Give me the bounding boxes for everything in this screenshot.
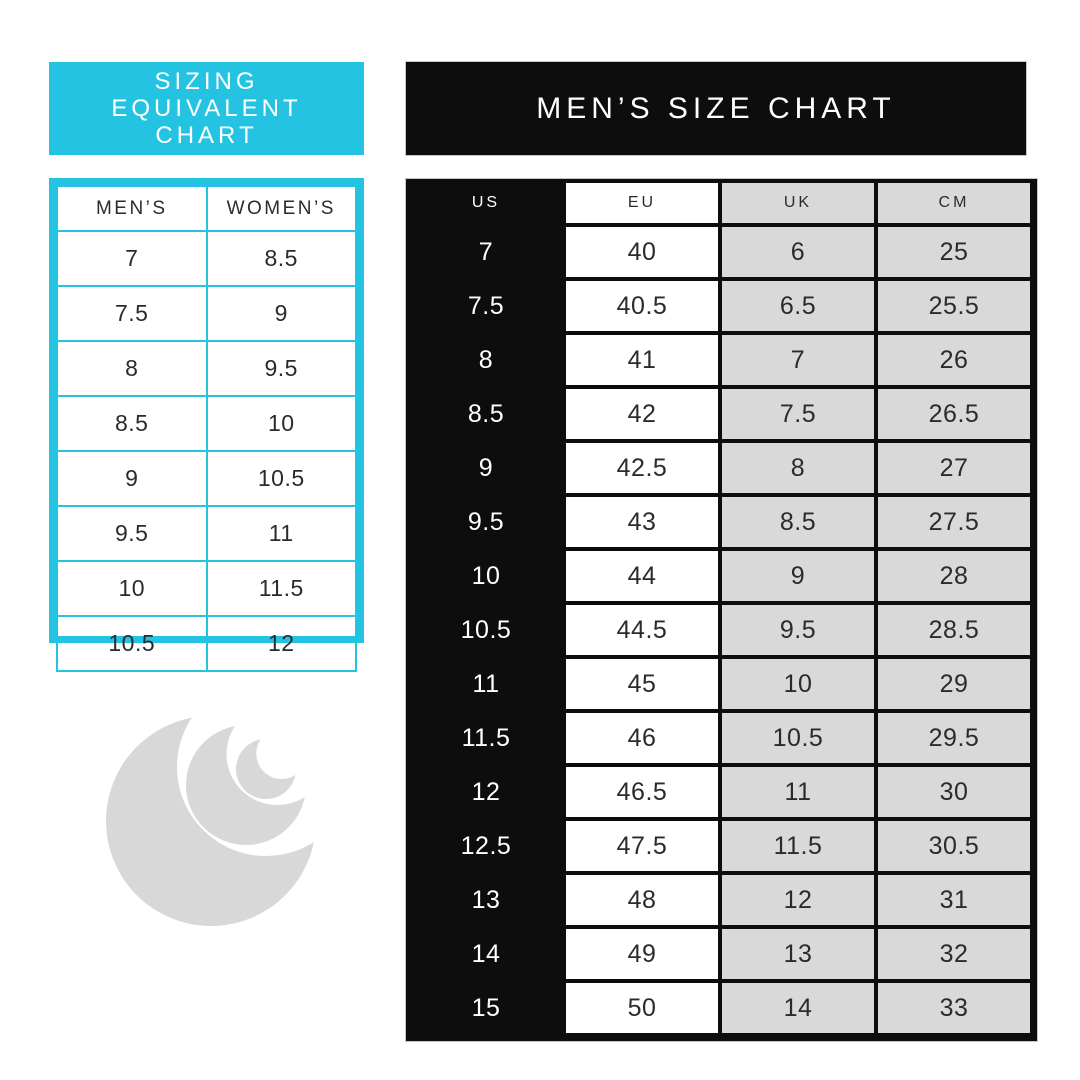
size-cell: 29 — [878, 659, 1030, 709]
title-line: CHART — [155, 122, 258, 150]
table-row — [57, 286, 356, 341]
table-row — [410, 227, 1030, 277]
size-table — [406, 179, 1034, 1037]
size-cell: 46.5 — [566, 767, 718, 817]
size-table-container — [406, 179, 1037, 1041]
mens-size-chart-title: MEN’S SIZE CHART — [536, 91, 896, 125]
table-row — [410, 497, 1030, 547]
size-cell: 7.5 — [57, 286, 207, 341]
size-cell: 10 — [207, 396, 357, 451]
size-cell: 25.5 — [878, 281, 1030, 331]
size-cell: 9 — [207, 286, 357, 341]
size-cell: 11 — [722, 767, 874, 817]
size-cell: 28.5 — [878, 605, 1030, 655]
size-cell: 8.5 — [57, 396, 207, 451]
column-header: EU — [566, 183, 718, 223]
size-cell: 30 — [878, 767, 1030, 817]
size-cell: 42 — [566, 389, 718, 439]
table-row — [57, 341, 356, 396]
table-row — [57, 561, 356, 616]
title-line: SIZING — [154, 67, 259, 95]
table-row — [410, 983, 1030, 1033]
size-cell: 9 — [722, 551, 874, 601]
equivalence-table-container — [49, 178, 364, 656]
size-cell: 43 — [566, 497, 718, 547]
size-cell: 10 — [722, 659, 874, 709]
size-cell: 40.5 — [566, 281, 718, 331]
size-cell: 47.5 — [566, 821, 718, 871]
sizing-equivalent-header — [49, 62, 364, 155]
size-cell: 15 — [471, 993, 501, 1022]
size-cell: 27.5 — [878, 497, 1030, 547]
size-cell: 14 — [471, 939, 501, 968]
size-cell: 49 — [566, 929, 718, 979]
size-cell: 8.5 — [467, 399, 505, 428]
size-cell: 13 — [722, 929, 874, 979]
size-cell: 10.5 — [722, 713, 874, 763]
size-cell: 44.5 — [566, 605, 718, 655]
size-cell: 46 — [566, 713, 718, 763]
title-line: EQUIVALENT — [111, 94, 302, 122]
triple-crescent-logo-icon — [100, 703, 330, 933]
table-row — [57, 231, 356, 286]
table-row — [410, 551, 1030, 601]
table-row — [410, 929, 1030, 979]
size-cell: 8 — [57, 341, 207, 396]
size-cell: 11.5 — [461, 723, 511, 752]
size-cell: 7.5 — [722, 389, 874, 439]
size-cell: 29.5 — [878, 713, 1030, 763]
size-cell: 40 — [566, 227, 718, 277]
size-cell: 8.5 — [207, 231, 357, 286]
size-cell: 28 — [878, 551, 1030, 601]
size-cell: 45 — [566, 659, 718, 709]
table-row — [410, 713, 1030, 763]
table-row — [410, 659, 1030, 709]
header-row — [410, 183, 1030, 223]
sizing-equivalent-title — [111, 68, 301, 149]
table-row — [57, 506, 356, 561]
size-cell: 11 — [207, 506, 357, 561]
table-row — [410, 281, 1030, 331]
size-cell: 44 — [566, 551, 718, 601]
size-cell: 7 — [57, 231, 207, 286]
size-cell: 10.5 — [460, 615, 512, 644]
size-cell: 12 — [471, 777, 501, 806]
size-cell: 14 — [722, 983, 874, 1033]
size-cell: 9.5 — [722, 605, 874, 655]
size-cell: 12 — [722, 875, 874, 925]
size-cell: 13 — [471, 885, 501, 914]
size-cell: 6.5 — [722, 281, 874, 331]
table-row — [410, 335, 1030, 385]
size-cell: 26.5 — [878, 389, 1030, 439]
size-cell: 33 — [878, 983, 1030, 1033]
size-cell: 30.5 — [878, 821, 1030, 871]
column-header: US — [471, 194, 501, 211]
size-cell: 48 — [566, 875, 718, 925]
equivalence-table — [56, 185, 357, 672]
column-header: UK — [722, 183, 874, 223]
table-row — [410, 875, 1030, 925]
size-cell: 8 — [478, 345, 494, 374]
size-cell: 32 — [878, 929, 1030, 979]
table-row — [410, 443, 1030, 493]
column-header: WOMEN’S — [207, 186, 357, 231]
header-row — [57, 186, 356, 231]
size-cell: 11.5 — [207, 561, 357, 616]
size-cell: 9 — [57, 451, 207, 506]
size-cell: 10.5 — [57, 616, 207, 671]
size-cell: 7 — [722, 335, 874, 385]
size-cell: 9 — [478, 453, 494, 482]
column-header: MEN’S — [57, 186, 207, 231]
size-cell: 50 — [566, 983, 718, 1033]
size-cell: 12.5 — [460, 831, 512, 860]
mens-size-chart-header — [406, 62, 1026, 155]
size-cell: 26 — [878, 335, 1030, 385]
size-cell: 12 — [207, 616, 357, 671]
size-cell: 11 — [472, 669, 500, 698]
table-row — [410, 605, 1030, 655]
size-cell: 8.5 — [722, 497, 874, 547]
table-row — [410, 821, 1030, 871]
size-cell: 11.5 — [722, 821, 874, 871]
size-cell: 42.5 — [566, 443, 718, 493]
size-cell: 10.5 — [207, 451, 357, 506]
size-cell: 9.5 — [207, 341, 357, 396]
table-row — [410, 389, 1030, 439]
size-cell: 6 — [722, 227, 874, 277]
table-row — [57, 616, 356, 671]
size-cell: 31 — [878, 875, 1030, 925]
size-cell: 10 — [471, 561, 501, 590]
table-row — [410, 767, 1030, 817]
size-cell: 7.5 — [467, 291, 505, 320]
size-cell: 10 — [57, 561, 207, 616]
size-cell: 25 — [878, 227, 1030, 277]
size-cell: 7 — [478, 237, 494, 266]
size-cell: 9.5 — [57, 506, 207, 561]
table-row — [57, 396, 356, 451]
size-cell: 41 — [566, 335, 718, 385]
table-row — [57, 451, 356, 506]
size-cell: 8 — [722, 443, 874, 493]
size-cell: 27 — [878, 443, 1030, 493]
size-cell: 9.5 — [467, 507, 505, 536]
column-header: CM — [878, 183, 1030, 223]
